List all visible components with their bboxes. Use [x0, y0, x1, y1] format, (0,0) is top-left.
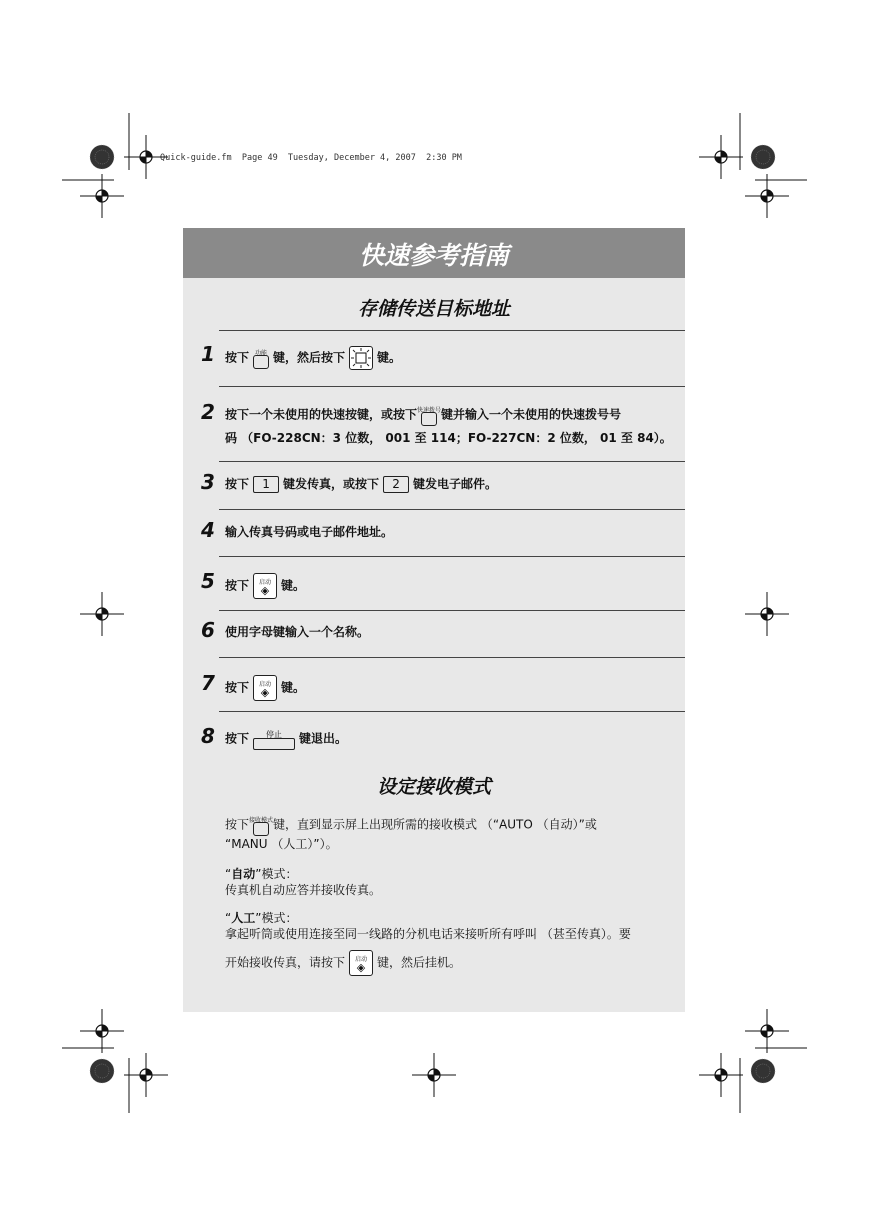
divider	[219, 711, 685, 712]
receive-mode-instruction-line2: “MANU （人工）”）。	[225, 837, 338, 851]
receive-mode-instruction: 按下 接收模式 键，直到显示屏上出现所需的接收模式 （“AUTO （自动）”或	[225, 814, 597, 836]
number-key-1: 1	[253, 476, 279, 493]
stop-key-icon: 停止	[253, 738, 295, 750]
step-number: 5	[201, 569, 215, 593]
page-title: 快速参考指南	[358, 241, 509, 270]
step-text: 按下 启动 ◈ 键。	[225, 675, 305, 701]
manual-mode-description-line2: 开始接收传真，请按下 启动 ◈ 键，然后挂机。	[225, 950, 461, 976]
star-target-icon	[751, 145, 775, 169]
registration-mark-icon	[745, 174, 789, 218]
start-key-icon: 启动 ◈	[349, 950, 373, 976]
registration-mark-icon	[745, 1009, 789, 1053]
divider	[219, 556, 685, 557]
manual-mode-heading: “人工”模式：	[225, 911, 298, 925]
star-target-icon	[90, 145, 114, 169]
step-text: 按下 1 键发传真，或按下 2 键发电子邮件。	[225, 477, 498, 491]
start-key-icon: 启动 ◈	[253, 573, 277, 599]
star-target-icon	[751, 1059, 775, 1083]
quick-reference-panel	[183, 228, 685, 1012]
auto-mode-description: 传真机自动应答并接收传真。	[225, 883, 382, 897]
file-header-line: Quick-guide.fm Page 49 Tuesday, December 4, 2007 2:30 PM	[160, 153, 462, 163]
function-key-icon: 功能	[253, 355, 269, 369]
step-number: 8	[201, 724, 215, 748]
receive-mode-key-icon: 接收模式	[253, 822, 269, 836]
auto-mode-heading: “自动”模式：	[225, 867, 298, 881]
registration-mark-icon	[412, 1053, 456, 1097]
registration-mark-icon	[124, 1053, 168, 1097]
divider	[219, 330, 685, 331]
manual-mode-description: 拿起听筒或使用连接至同一线路的分机电话来接听所有呼叫 （甚至传真）。要	[225, 927, 631, 941]
star-target-icon	[90, 1059, 114, 1083]
divider	[219, 610, 685, 611]
step-text: 按下 启动 ◈ 键。	[225, 573, 305, 599]
registration-mark-icon	[745, 592, 789, 636]
step-number: 7	[201, 671, 215, 695]
registration-mark-icon	[80, 1009, 124, 1053]
step-number: 3	[201, 470, 215, 494]
speed-dial-key-icon: 快速拨号	[421, 412, 437, 426]
divider	[219, 461, 685, 462]
divider	[219, 657, 685, 658]
start-key-icon: 启动 ◈	[253, 675, 277, 701]
registration-mark-icon	[80, 174, 124, 218]
step-text-line2: 码 （FO-228CN：3 位数， 001 至 114；FO-227CN：2 位数， 01 至 84）。	[225, 431, 672, 445]
step-number: 4	[201, 518, 215, 542]
step-text: 按下 停止 键退出。	[225, 728, 347, 750]
step-number: 2	[201, 400, 215, 424]
step-number: 6	[201, 618, 215, 642]
step-number: 1	[201, 342, 215, 366]
step-text: 按下 功能 键，然后按下 键。	[225, 346, 401, 370]
title-banner	[183, 228, 685, 278]
divider	[219, 386, 685, 387]
section-title-store-destination: 存储传送目标地址	[357, 298, 510, 320]
registration-mark-icon	[699, 135, 743, 179]
registration-mark-icon	[80, 592, 124, 636]
section-title-receive-mode: 设定接收模式	[376, 776, 491, 798]
registration-mark-icon	[699, 1053, 743, 1097]
nav-key-icon	[349, 346, 373, 370]
step-text: 使用字母键输入一个名称。	[225, 625, 370, 639]
step-text: 按下一个未使用的快速按键，或按下 快速拨号 键并输入一个未使用的快速拨号号	[225, 404, 621, 426]
number-key-2: 2	[383, 476, 409, 493]
registration-mark-icon	[124, 135, 168, 179]
divider	[219, 509, 685, 510]
step-text: 输入传真号码或电子邮件地址。	[225, 525, 394, 539]
